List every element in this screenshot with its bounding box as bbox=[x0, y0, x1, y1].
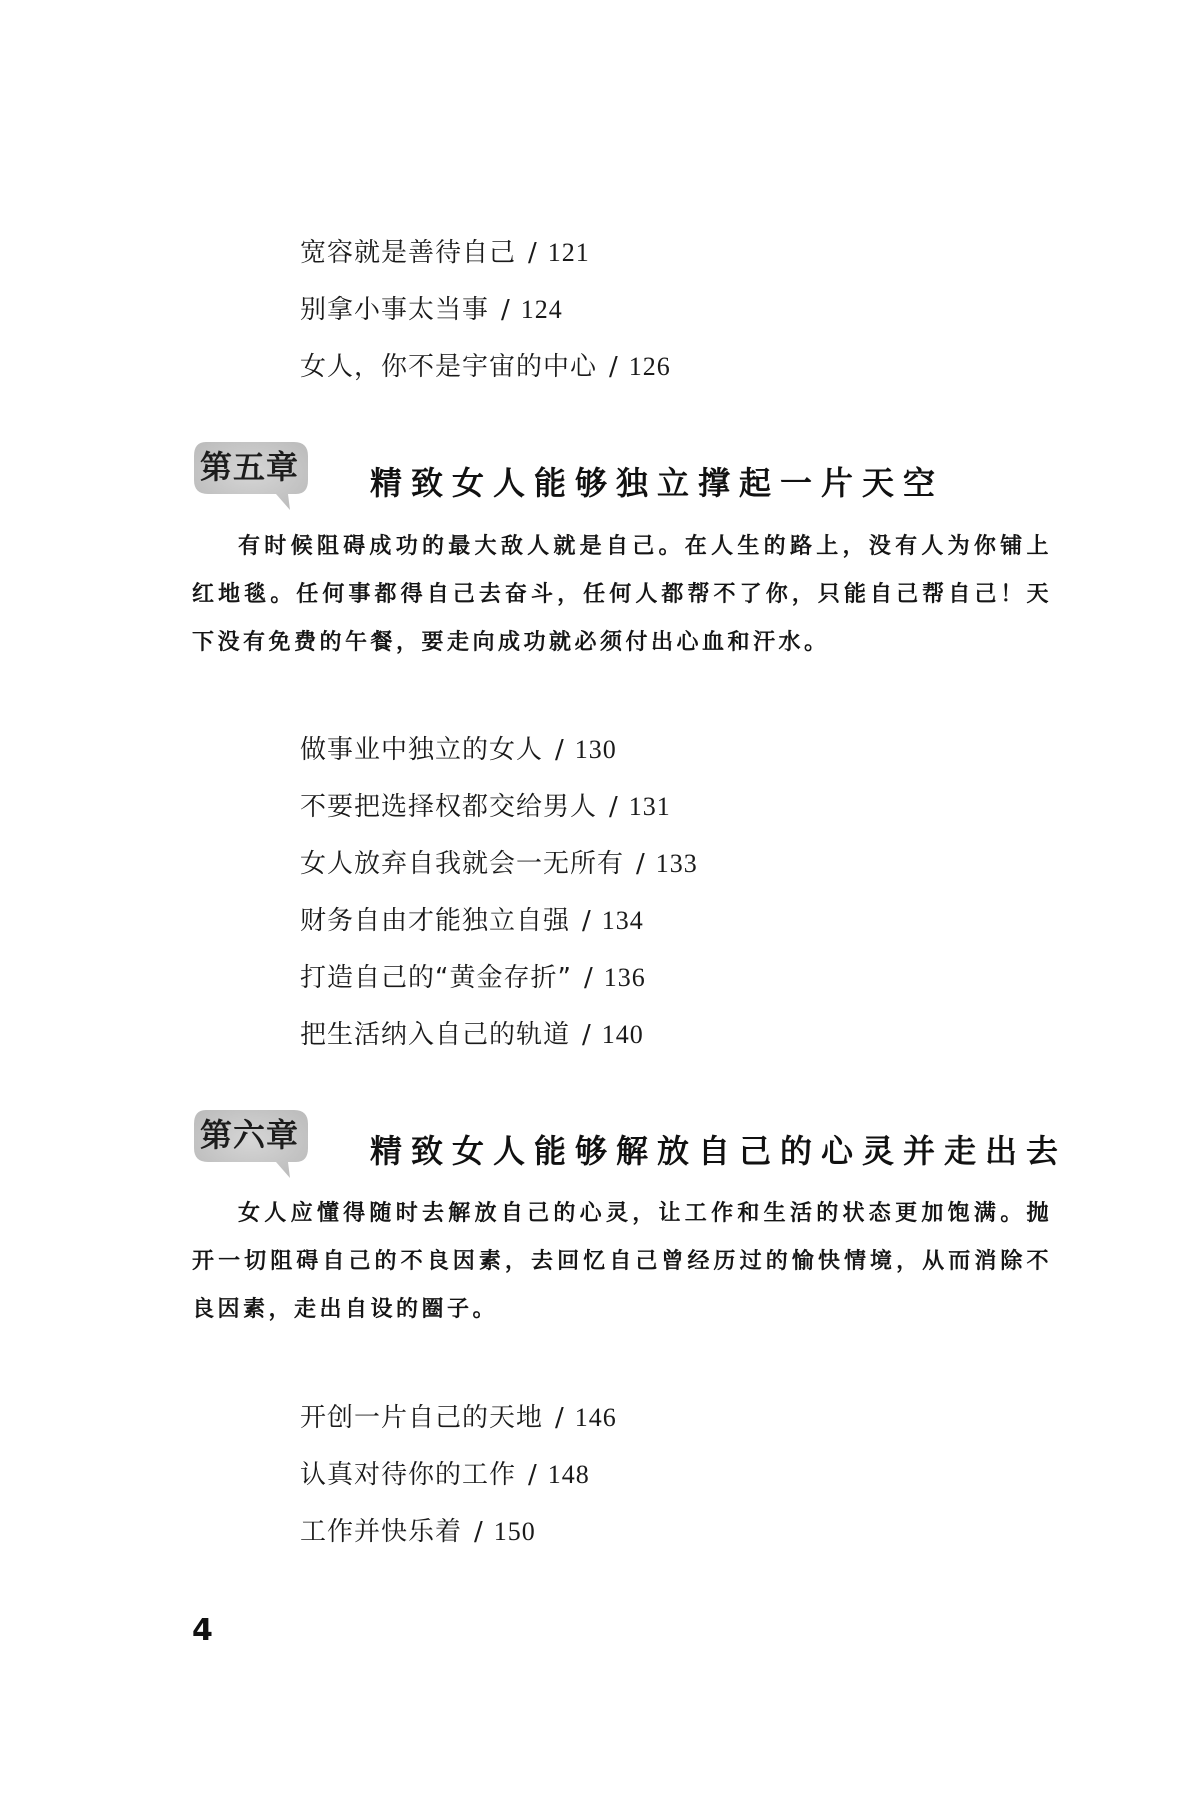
toc-entry-page: 124 bbox=[520, 295, 563, 324]
speech-bubble-icon bbox=[192, 436, 310, 504]
toc-list-chapter-5 bbox=[300, 721, 698, 1063]
toc-entry-page: 140 bbox=[601, 1020, 644, 1049]
toc-entry-page: 131 bbox=[628, 792, 671, 821]
toc-entry-title: 不要把选择权都交给男人 bbox=[300, 792, 598, 822]
toc-entry-page: 148 bbox=[547, 1460, 590, 1489]
toc-entry-title: 开创一片自己的天地 bbox=[300, 1403, 544, 1433]
toc-entry-page: 146 bbox=[574, 1403, 617, 1432]
toc-separator: / bbox=[582, 1020, 592, 1050]
toc-separator: / bbox=[555, 735, 565, 765]
toc-entry-page: 130 bbox=[574, 735, 617, 764]
chapter-label: 第六章 bbox=[200, 1116, 300, 1154]
toc-entry-title: 做事业中独立的女人 bbox=[300, 735, 544, 765]
toc-entry[interactable] bbox=[300, 1389, 617, 1446]
chapter-heading-6 bbox=[192, 1104, 1072, 1194]
toc-entry-title: 打造自己的“黄金存折” bbox=[300, 963, 572, 993]
chapter-title: 精致女人能够解放自己的心灵并走出去 bbox=[370, 1132, 1068, 1170]
page-number: 4 bbox=[192, 1613, 213, 1648]
toc-entry[interactable] bbox=[300, 1006, 698, 1063]
toc-entry-page: 126 bbox=[628, 352, 671, 381]
toc-list-previous-chapter bbox=[300, 224, 671, 395]
toc-entry-page: 150 bbox=[493, 1517, 536, 1546]
toc-entry-page: 133 bbox=[655, 849, 698, 878]
toc-entry-title: 工作并快乐着 bbox=[300, 1517, 463, 1547]
toc-separator: / bbox=[582, 906, 592, 936]
toc-entry[interactable] bbox=[300, 892, 698, 949]
toc-entry-page: 121 bbox=[547, 238, 590, 267]
toc-separator: / bbox=[583, 963, 594, 993]
toc-entry-title: 认真对待你的工作 bbox=[300, 1460, 517, 1490]
speech-bubble-icon bbox=[192, 1104, 310, 1172]
toc-entry[interactable] bbox=[300, 778, 698, 835]
toc-entry-page: 136 bbox=[603, 963, 646, 992]
chapter-heading-5 bbox=[192, 436, 1072, 526]
toc-separator: / bbox=[501, 295, 511, 325]
toc-separator: / bbox=[474, 1517, 484, 1547]
toc-entry-title: 财务自由才能独立自强 bbox=[300, 906, 571, 936]
chapter-label: 第五章 bbox=[200, 448, 300, 486]
toc-entry-title: 女人，你不是宇宙的中心 bbox=[300, 352, 598, 382]
toc-entry[interactable] bbox=[300, 721, 698, 778]
toc-entry[interactable] bbox=[300, 1446, 617, 1503]
toc-entry[interactable] bbox=[300, 835, 698, 892]
chapter-title: 精致女人能够独立撑起一片天空 bbox=[370, 464, 945, 502]
toc-entry[interactable] bbox=[300, 949, 698, 1006]
toc-entry-title: 别拿小事太当事 bbox=[300, 295, 490, 325]
toc-separator: / bbox=[636, 849, 646, 879]
toc-separator: / bbox=[528, 238, 538, 268]
toc-entry-title: 女人放弃自我就会一无所有 bbox=[300, 849, 625, 879]
toc-entry[interactable] bbox=[300, 1503, 617, 1560]
toc-entry[interactable] bbox=[300, 224, 671, 281]
toc-entry-title: 宽容就是善待自己 bbox=[300, 238, 517, 268]
toc-entry[interactable] bbox=[300, 281, 671, 338]
toc-entry-title: 把生活纳入自己的轨道 bbox=[300, 1020, 571, 1050]
toc-separator: / bbox=[528, 1460, 538, 1490]
chapter-intro: 有时候阻碍成功的最大敌人就是自己。在人生的路上，没有人为你铺上红地毯。任何事都得自己去奋斗，任何人都帮不了你，只能自己帮自己！天下没有免费的午餐，要走向成功就必须付出心血和汗水。 bbox=[192, 533, 1052, 655]
toc-list-chapter-6 bbox=[300, 1389, 617, 1560]
toc-entry-page: 134 bbox=[601, 906, 644, 935]
toc-separator: / bbox=[555, 1403, 565, 1433]
chapter-intro: 女人应懂得随时去解放自己的心灵，让工作和生活的状态更加饱满。抛开一切阻碍自己的不良因素，去回忆自己曾经历过的愉快情境，从而消除不良因素，走出自设的圈子。 bbox=[192, 1200, 1052, 1322]
toc-entry[interactable] bbox=[300, 338, 671, 395]
toc-separator: / bbox=[609, 792, 619, 822]
toc-separator: / bbox=[609, 352, 619, 382]
